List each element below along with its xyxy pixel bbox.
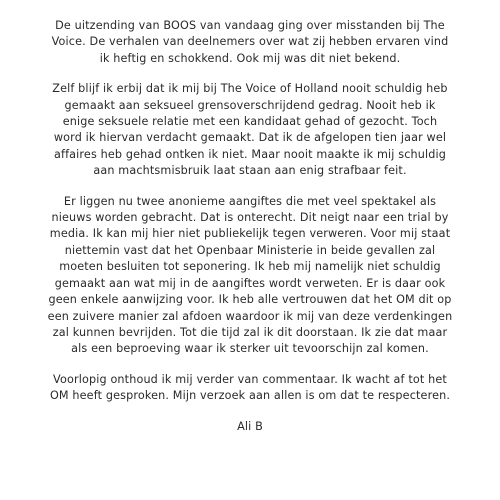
text-line: niettemin vast dat het Openbaar Ministerie in beide gevallen zal [64,243,436,257]
text-line: ik heftig en schokkend. Ook mij was dit niet bekend. [99,51,401,65]
text-line: enige seksuele relatie met een kandidaat gehad of gezocht. Toch [62,115,438,129]
text-line: gemaakt aan wat mij in de aangiftes wordt verweten. Er is daar ook [54,276,446,290]
text-line: OM heeft gesproken. Mijn verzoek aan allen is om dat te respecteren. [49,389,451,403]
statement-paragraph [24,18,476,67]
signature: Ali B [237,419,263,433]
statement-paragraph [24,194,476,358]
text-line: Zelf blijf ik erbij dat ik mij bij The Voice of Holland nooit schuldig heb [52,82,448,96]
text-line: Voorlopig onthoud ik mij verder van commentaar. Ik wacht af tot het [53,372,447,386]
text-line: zal kunnen bevrijden. Tot die tijd zal ik dit doorstaan. Ik zie dat maar [52,325,448,339]
text-line: gemaakt aan seksueel grensoverschrijdend gedrag. Nooit heb ik [64,98,436,112]
text-line: word ik hiervan verdacht gemaakt. Dat ik de afgelopen tien jaar wel [53,131,447,145]
statement-body [24,18,476,405]
text-line: nieuws worden gebracht. Dat is onterecht. Dit neigt naar een trial by [51,211,449,225]
text-line: affaires heb gehad ontken ik niet. Maar nooit maakte ik mij schuldig [53,147,447,161]
text-line: een zuivere manier zal afdoen waardoor ik mij van deze verdenkingen [47,309,453,323]
text-line: media. Ik kan mij hier niet publiekelijk tegen verweren. Voor mij staat [49,227,451,241]
text-line: Er liggen nu twee anonieme aangiftes die met veel spektakel als [63,194,437,208]
text-line: moeten besluiten tot seponering. Ik heb mij namelijk niet schuldig [59,260,441,274]
text-line: als een beproeving waar ik sterker uit tevoorschijn zal komen. [71,342,429,356]
text-line: De uitzending van BOOS van vandaag ging over misstanden bij The [55,19,445,32]
statement-paragraph [24,372,476,405]
text-line: geen enkele aanwijzing voor. Ik heb alle vertrouwen dat het OM dit op [48,293,452,307]
text-line: Voice. De verhalen van deelnemers over wat zij hebben ervaren vind [51,35,449,49]
statement-paragraph [24,81,476,179]
text-line: aan machtsmisbruik laat staan aan enig strafbaar feit. [93,164,407,178]
